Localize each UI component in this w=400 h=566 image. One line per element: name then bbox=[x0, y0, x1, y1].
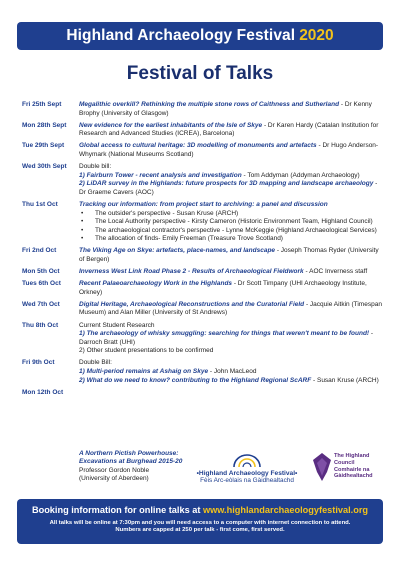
talk-speaker: - Susan Kruse (ARCH) bbox=[311, 376, 379, 384]
talk-date: Wed 7th Oct bbox=[22, 300, 60, 308]
talk-speaker: - Tom Addyman (Addyman Archaeology) bbox=[241, 171, 360, 179]
festival-logo-text: •Highland Archaeology Festival• bbox=[196, 470, 298, 477]
council-gaelic: Gàidhealtachd bbox=[334, 473, 373, 480]
booking-info bbox=[17, 505, 383, 515]
talk-description bbox=[79, 247, 384, 264]
talk-date: Wed 30th Sept bbox=[22, 163, 67, 171]
talk-date: Mon 28th Sept bbox=[22, 121, 67, 129]
sponsors-area bbox=[0, 450, 400, 498]
talk-row bbox=[22, 389, 384, 398]
talk-title: The Viking Age on Skye: artefacts, place-names, and landscape bbox=[79, 247, 276, 255]
talk-row bbox=[22, 280, 384, 297]
highland-council-logo bbox=[312, 450, 382, 498]
talk-title: A Northern Pictish Powerhouse: bbox=[79, 450, 179, 457]
talk-title: Tracking our information: from project start to archiving: a panel and discussion bbox=[79, 200, 328, 208]
talk-speaker: - Dr Kenny Brophy (University of Glasgow) bbox=[79, 101, 372, 117]
talk-row bbox=[22, 301, 384, 318]
talk-speaker: - Dr Hugo Anderson-Whymark (National Museums Scotland) bbox=[79, 142, 379, 158]
panel-item: • The archaeological contractor's perspective - Lynne McKeggie (Highland Archaeological Services) bbox=[81, 226, 377, 234]
talk-row bbox=[22, 163, 384, 197]
talk-title: Digital Heritage, Archaeological Reconstructions and the Curatorial Field bbox=[79, 300, 305, 308]
talk-row bbox=[22, 247, 384, 264]
talk-title: 1) Multi-period remains at Ashaig on Skye bbox=[79, 368, 209, 376]
talk-date: Fri 9th Oct bbox=[22, 359, 55, 367]
talk-description bbox=[79, 359, 384, 385]
festival-logo-gaelic: Fèis Arc-eòlais na Gàidhealtachd bbox=[200, 477, 294, 484]
talk-title: Inverness West Link Road Phase 2 - Results of Archaeological Fieldwork bbox=[79, 268, 304, 276]
talk-title: 2) What do we need to know? contributing to the Highland Regional ScARF bbox=[79, 376, 312, 384]
council-emblem-icon bbox=[312, 452, 332, 482]
talk-description bbox=[79, 142, 384, 159]
talk-title: Recent Palaeoarchaeology Work in the Highlands bbox=[79, 280, 233, 288]
talk-title: Global access to cultural heritage: 3D modelling of monuments and artefacts bbox=[79, 142, 317, 150]
talk-date: Fri 2nd Oct bbox=[22, 247, 57, 255]
talk-schedule bbox=[22, 101, 384, 397]
talk-date: Mon 5th Oct bbox=[22, 268, 60, 276]
talk-title: 2) LiDAR survey in the Highlands: future prospects for 3D mapping and landscape archaeology bbox=[79, 180, 374, 188]
talk-description bbox=[79, 322, 384, 356]
talk-description bbox=[79, 201, 384, 244]
panel-item: • The allocation of finds- Emily Freeman (Treasure Trove Scotland) bbox=[81, 235, 283, 243]
talk-title: 1) The archaeology of whisky smuggling: searching for things that weren't meant to be found! bbox=[79, 330, 370, 338]
talk-title: Excavations at Burghead 2015-20 bbox=[79, 458, 183, 466]
bullet-icon: • bbox=[81, 218, 84, 226]
footer-note: All talks will be online at 7:30pm and you will need access to a computer with internet connection to attend. bbox=[49, 520, 351, 526]
talk-row bbox=[22, 201, 384, 244]
talk-row bbox=[22, 101, 384, 118]
talk-date: Tue 29th Sept bbox=[22, 142, 65, 150]
talk-speaker: Professor Gordon Noble bbox=[79, 466, 150, 474]
talk-speaker: - Joseph Thomas Ryder (University of Bergen) bbox=[79, 247, 379, 263]
festival-logo bbox=[188, 454, 306, 498]
talk-speaker: - Dr Scott Timpany (UHI Archaeology Institute, Orkney) bbox=[79, 280, 367, 296]
page-title: Festival of Talks bbox=[126, 63, 274, 84]
talk-description bbox=[79, 280, 384, 297]
bullet-icon: • bbox=[81, 235, 84, 243]
footer-note: Numbers are capped at 250 per talk - first come, first served. bbox=[115, 527, 285, 533]
panel-item: • The Local Authority perspective - Kirsty Cameron (Historic Environment Team, Highland Council) bbox=[81, 218, 373, 226]
talk-note: 2) Other student presentations to be confirmed bbox=[79, 347, 214, 355]
talk-speaker: - Dr Graeme Cavers (AOC) bbox=[79, 180, 378, 196]
talk-title: Megalithic overkill? Rethinking the multiple stone rows of Caithness and Sutherland bbox=[79, 101, 340, 108]
bullet-icon: • bbox=[81, 209, 84, 217]
festival-year: 2020 bbox=[299, 27, 334, 44]
talk-title: 1) Fairburn Tower - recent analysis and investigation bbox=[79, 171, 242, 179]
talk-date: Tues 6th Oct bbox=[22, 280, 61, 288]
talk-date: Mon 12th Oct bbox=[22, 388, 64, 396]
panel-item: • The outsider's perspective - Susan Kruse (ARCH) bbox=[81, 209, 239, 217]
booking-link[interactable]: www.highlandarchaeologyfestival.org bbox=[202, 505, 369, 515]
talk-intro: Double Bill: bbox=[79, 359, 112, 367]
talk-speaker: - AOC Inverness staff bbox=[303, 268, 368, 276]
talk-row bbox=[22, 322, 384, 356]
talk-description bbox=[79, 301, 384, 318]
festival-arc-icon bbox=[232, 454, 262, 468]
talk-date: Thu 8th Oct bbox=[22, 321, 59, 329]
header-banner bbox=[17, 22, 383, 50]
talk-speaker: - Jacquie Aitkin (Timespan Museum) and Alan Miller (University of St Andrews) bbox=[79, 300, 382, 317]
final-talk-description bbox=[79, 450, 189, 484]
talk-row bbox=[22, 122, 384, 139]
talk-description bbox=[79, 163, 384, 197]
talk-intro: Double bill: bbox=[79, 163, 112, 171]
council-gaelic: Comhairle na bbox=[334, 466, 370, 473]
council-name: The Highland bbox=[334, 453, 370, 459]
talk-row bbox=[22, 359, 384, 385]
talk-date: Fri 25th Sept bbox=[22, 101, 62, 108]
talk-date: Thu 1st Oct bbox=[22, 200, 58, 208]
talk-speaker: - Dr Karen Hardy (Catalan Institution for Research and Advanced Studies (ICREA), Barcelona) bbox=[79, 121, 379, 138]
booking-prefix: Booking information for online talks at bbox=[31, 505, 203, 515]
talk-description bbox=[79, 122, 384, 139]
talk-speaker: - John MacLeod bbox=[208, 368, 257, 376]
festival-name: Highland Archaeology Festival bbox=[66, 27, 296, 44]
footer-banner bbox=[17, 499, 383, 544]
talk-description bbox=[79, 268, 384, 277]
talk-row bbox=[22, 142, 384, 159]
talk-intro: Current Student Research bbox=[79, 321, 155, 329]
talk-row bbox=[22, 268, 384, 277]
talk-description bbox=[79, 101, 384, 118]
council-name: Council bbox=[334, 459, 355, 466]
talk-speaker: - Darroch Bratt (UHI) bbox=[79, 330, 374, 346]
bullet-icon: • bbox=[81, 226, 84, 234]
talk-speaker: (University of Aberdeen) bbox=[79, 475, 149, 483]
talk-title: New evidence for the earliest inhabitants of the Isle of Skye bbox=[79, 121, 263, 129]
